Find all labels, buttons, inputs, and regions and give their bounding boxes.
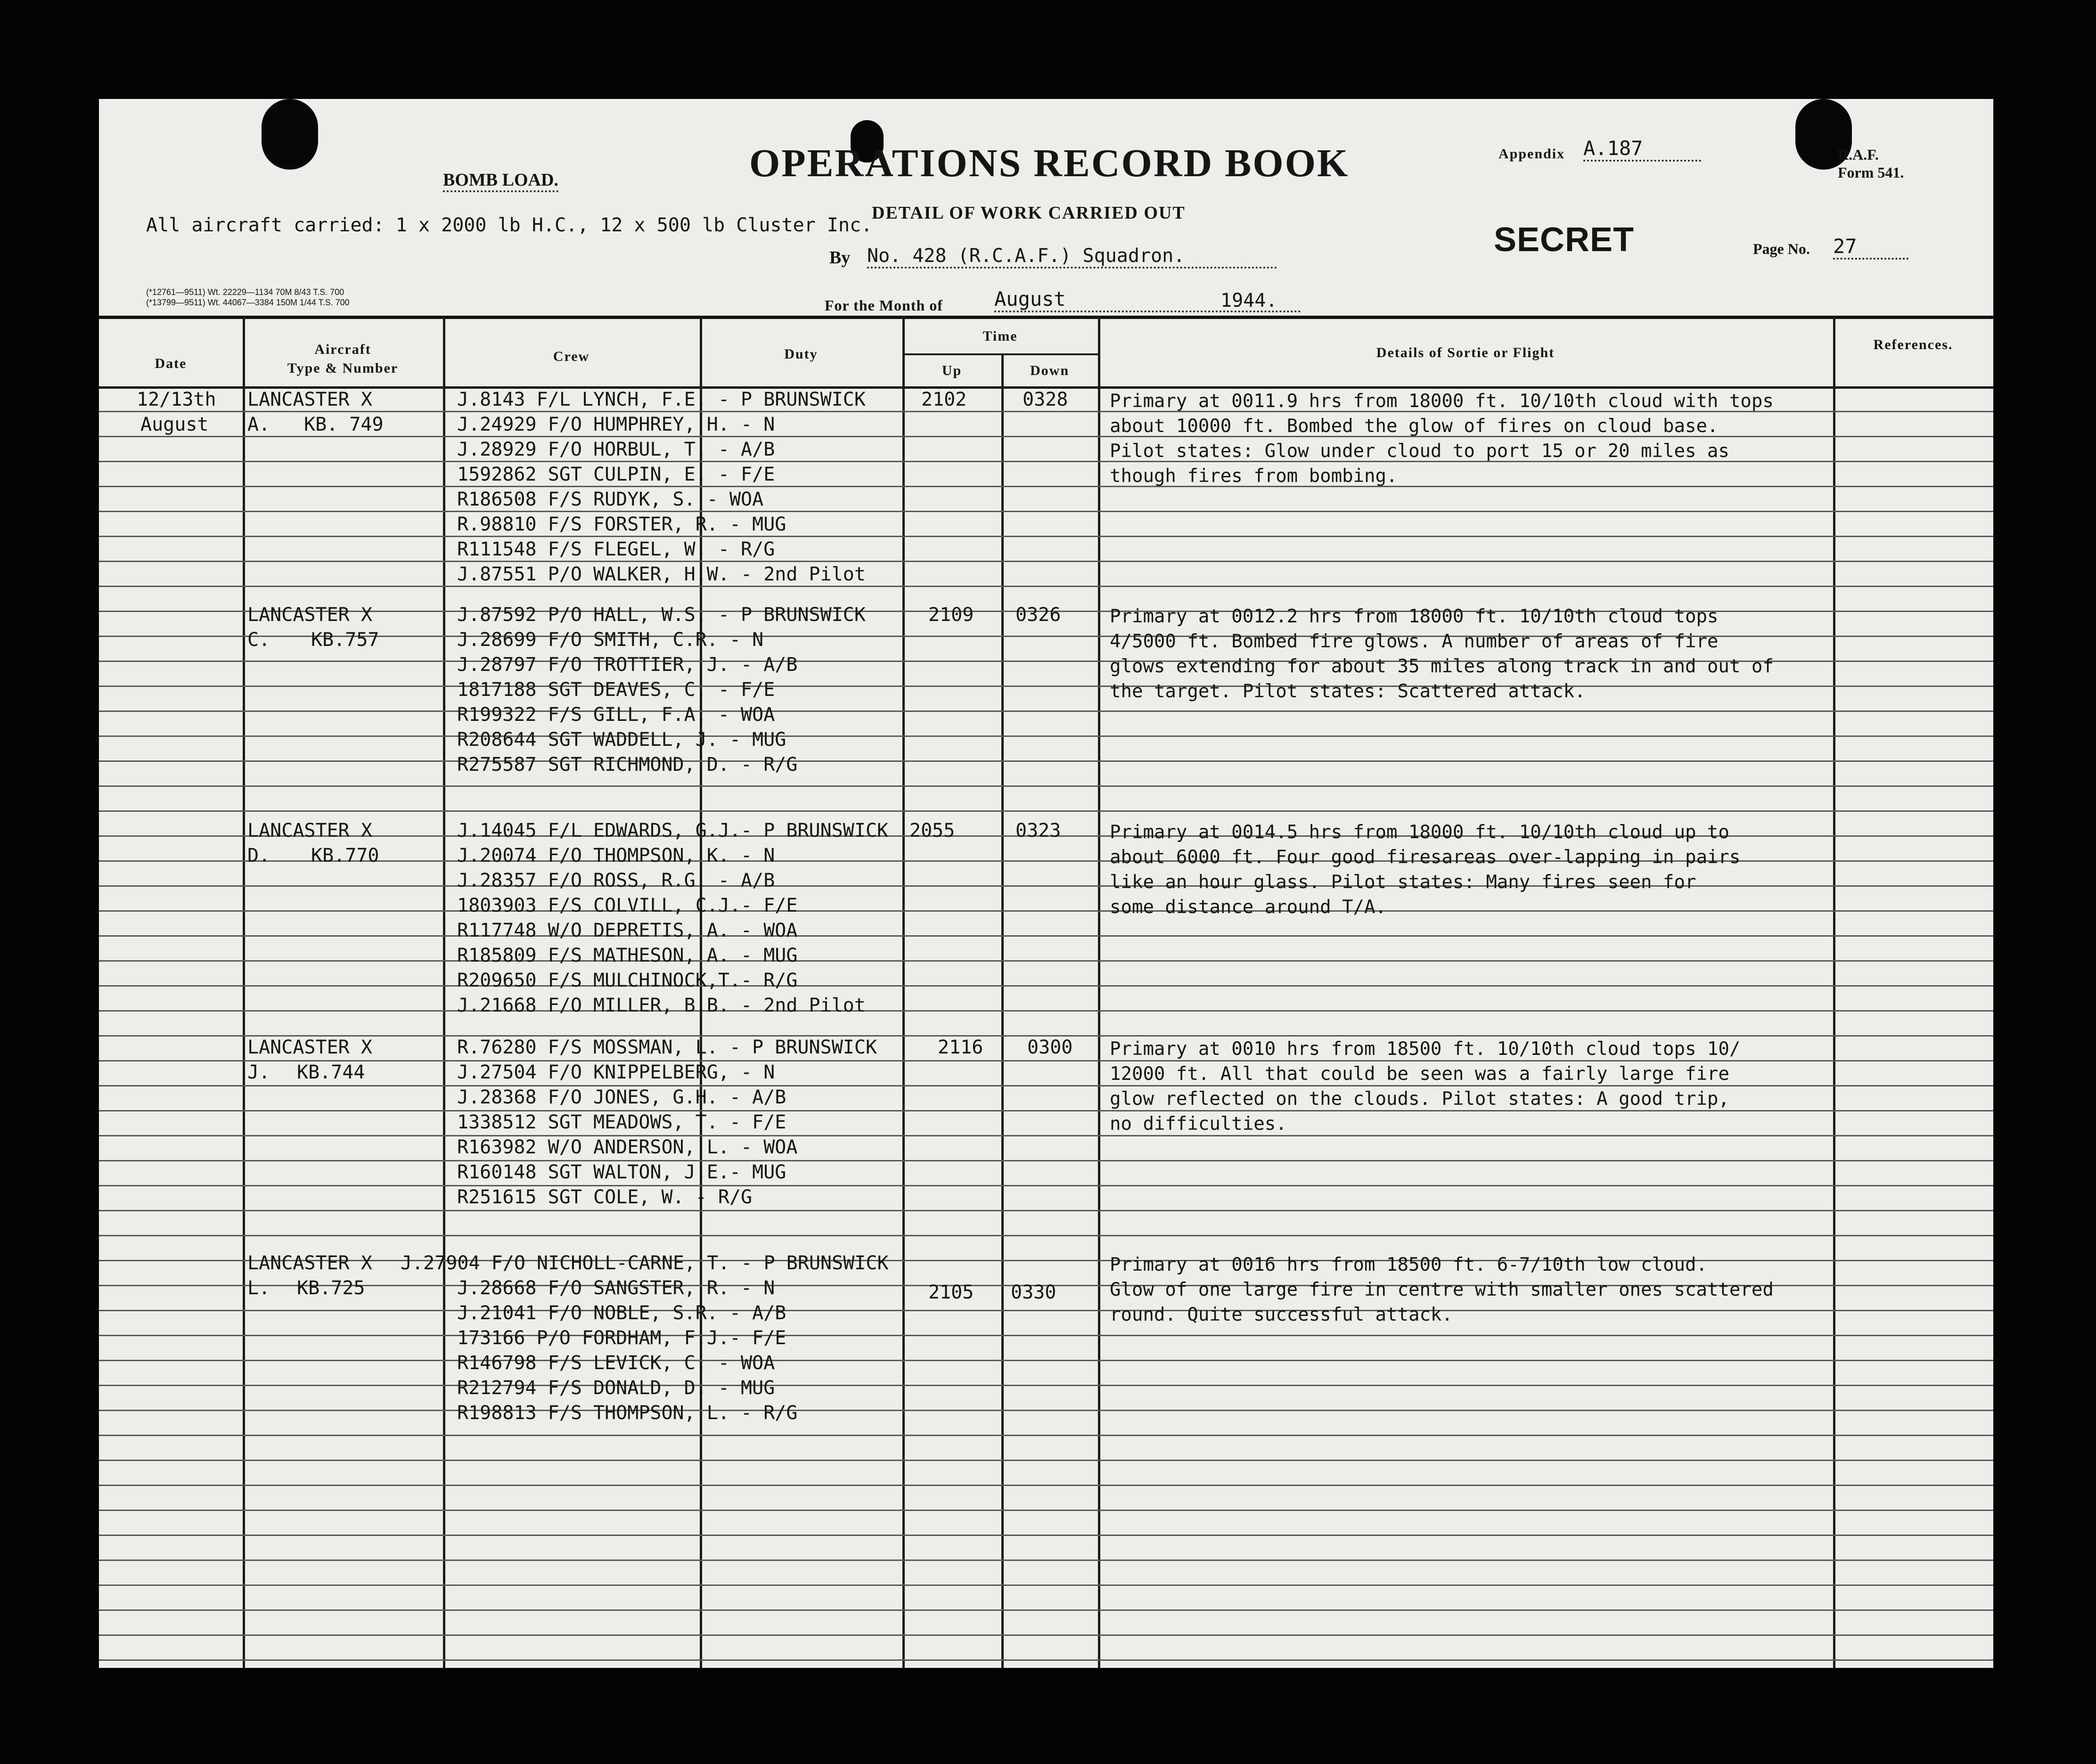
ruled-line	[99, 810, 1993, 812]
aircraft-type: LANCASTER X	[247, 604, 372, 626]
crew-line: 1817188 SGT DEAVES, C. - F/E	[457, 679, 775, 701]
details-line: Primary at 0016 hrs from 18500 ft. 6-7/10th low cloud.	[1110, 1254, 1707, 1275]
ruled-line	[99, 536, 1993, 537]
crew-line: R209650 F/S MULCHINOCK,T.- R/G	[457, 970, 798, 991]
crew-line: R186508 F/S RUDYK, S. - WOA	[457, 489, 764, 510]
crew-line: R117748 W/O DEPRETIS, A. - WOA	[457, 920, 798, 941]
details-line: Primary at 0012.2 hrs from 18000 ft. 10/10th cloud tops	[1110, 606, 1719, 627]
bomb-load-label: BOMB LOAD.	[443, 170, 558, 192]
crew-line: R275587 SGT RICHMOND, D. - R/G	[457, 754, 798, 776]
time-up: 2102	[921, 389, 967, 410]
ruled-line	[99, 960, 1993, 962]
crew-line: J.28368 F/O JONES, G.H. - A/B	[457, 1086, 786, 1108]
details-line: 4/5000 ft. Bombed fire glows. A number of areas of fire	[1110, 631, 1719, 652]
details-line: Pilot states: Glow under cloud to port 15 or 20 miles as	[1110, 441, 1729, 462]
crew-line: 1803903 F/S COLVILL, C.J.- F/E	[457, 895, 798, 916]
crew-line: R.76280 F/S MOSSMAN, L. - P BRUNSWICK	[457, 1037, 877, 1058]
details-line: 12000 ft. All that could be seen was a fairly large fire	[1110, 1063, 1729, 1085]
col-divider-details	[1833, 316, 1835, 1668]
ruled-line	[99, 1560, 1993, 1561]
ruled-line	[99, 1609, 1993, 1611]
crew-line: J.8143 F/L LYNCH, F.E. - P BRUNSWICK	[457, 389, 866, 410]
aircraft-letter: A.	[247, 414, 270, 435]
time-down: 0300	[1027, 1037, 1073, 1058]
aircraft-type: LANCASTER X	[247, 389, 372, 410]
ruled-line	[99, 1460, 1993, 1461]
appendix-value: A.187	[1583, 137, 1701, 162]
col-divider-date	[243, 316, 245, 1668]
col-divider-aircraft	[443, 316, 445, 1668]
ruled-line	[99, 1510, 1993, 1511]
ruled-line	[99, 785, 1993, 787]
crew-line: J.14045 F/L EDWARDS, G.J.- P BRUNSWICK	[457, 820, 889, 841]
crew-line: J.87551 P/O WALKER, H.W. - 2nd Pilot	[457, 564, 866, 585]
col-header-crew: Crew	[553, 349, 590, 364]
col-divider-duty	[902, 316, 905, 1668]
form-line-1: R.A.F.	[1838, 146, 1879, 163]
ruled-line	[99, 710, 1993, 712]
crew-line: J.24929 F/O HUMPHREY, H. - N	[457, 414, 775, 435]
col-header-time: Time	[982, 328, 1018, 344]
col-header-aircraft-sub: Type & Number	[287, 360, 399, 376]
details-line: about 6000 ft. Four good firesareas over-lapping in pairs	[1110, 847, 1741, 868]
crew-line: R.98810 F/S FORSTER, R. - MUG	[457, 514, 786, 535]
aircraft-number: KB.757	[311, 629, 379, 651]
crew-line: J.27504 F/O KNIPPELBERG, - N	[457, 1062, 775, 1083]
time-up: 2105	[928, 1282, 974, 1303]
time-subrule	[902, 353, 1098, 355]
time-down: 0328	[1023, 389, 1068, 410]
crew-line: R163982 W/O ANDERSON, L. - WOA	[457, 1136, 798, 1158]
details-line: glows extending for about 35 miles along track in and out of	[1110, 656, 1774, 677]
page-title: OPERATIONS RECORD BOOK	[749, 141, 1350, 185]
ruled-line	[99, 511, 1993, 512]
details-line: Primary at 0011.9 hrs from 18000 ft. 10/10th cloud with tops	[1110, 391, 1774, 412]
crew-line: R146798 F/S LEVICK, C. - WOA	[457, 1352, 775, 1374]
col-header-date: Date	[155, 356, 187, 371]
ruled-line	[99, 1185, 1993, 1186]
print-code-1: (*12761—9511) Wt. 22229—1134 70M 8/43 T.S. 700	[146, 287, 344, 297]
details-line: glow reflected on the clouds. Pilot states: A good trip,	[1110, 1088, 1729, 1110]
ruled-line	[99, 1485, 1993, 1486]
time-down: 0323	[1015, 820, 1061, 841]
details-line: Primary at 0014.5 hrs from 18000 ft. 10/10th cloud up to	[1110, 822, 1729, 843]
crew-line: J.28357 F/O ROSS, R.G. - A/B	[457, 870, 775, 891]
punch-hole-left	[262, 99, 318, 170]
aircraft-number: KB.744	[297, 1062, 365, 1083]
aircraft-number: KB. 749	[304, 414, 384, 435]
details-line: Glow of one large fire in centre with smaller ones scattered	[1110, 1279, 1774, 1300]
crew-line: 1338512 SGT MEADOWS, T. - F/E	[457, 1111, 786, 1133]
page-number-value: 27	[1833, 235, 1908, 260]
ruled-line	[99, 1235, 1993, 1236]
ruled-line	[99, 486, 1993, 487]
bomb-load-text: All aircraft carried: 1 x 2000 lb H.C., 12 x 500 lb Cluster Inc.	[146, 214, 873, 236]
details-line: about 10000 ft. Bombed the glow of fires on cloud base.	[1110, 416, 1719, 437]
ruled-line	[99, 1010, 1993, 1012]
table-top-rule	[99, 316, 1993, 319]
crew-line: 1592862 SGT CULPIN, E. - F/E	[457, 464, 775, 485]
ruled-line	[99, 1535, 1993, 1536]
ruled-line	[99, 985, 1993, 987]
time-up: 2116	[938, 1037, 983, 1058]
time-up: 2109	[928, 604, 974, 626]
details-line: no difficulties.	[1110, 1113, 1287, 1135]
ruled-line	[99, 1410, 1993, 1411]
crew-line: R111548 F/S FLEGEL, W. - R/G	[457, 539, 775, 560]
details-line: the target. Pilot states: Scattered attack.	[1110, 681, 1586, 702]
ruled-line	[99, 1135, 1993, 1136]
ruled-line	[99, 885, 1993, 887]
ruled-line	[99, 1310, 1993, 1311]
crew-line: R185809 F/S MATHESON, A. - MUG	[457, 945, 798, 966]
details-line: round. Quite successful attack.	[1110, 1304, 1453, 1325]
appendix-label: Appendix	[1498, 146, 1565, 162]
crew-line: J.28929 F/O HORBUL, T. - A/B	[457, 439, 775, 460]
crew-line: 173166 P/O FORDHAM, F.J.- F/E	[457, 1327, 786, 1349]
col-header-details: Details of Sortie or Flight	[1376, 345, 1555, 360]
crew-line: J.21668 F/O MILLER, B.B. - 2nd Pilot	[457, 995, 866, 1016]
print-code-2: (*13799—9511) Wt. 44067—3384 150M 1/44 T.S. 700	[146, 298, 350, 307]
aircraft-number: KB.725	[297, 1277, 365, 1299]
ruled-line	[99, 1385, 1993, 1386]
time-up: 2055	[909, 820, 955, 841]
aircraft-letter: J.	[247, 1062, 270, 1083]
col-header-down: Down	[1030, 363, 1069, 378]
record-sheet	[99, 99, 1993, 1668]
aircraft-type: LANCASTER X	[247, 1037, 372, 1058]
squadron-name: No. 428 (R.C.A.F.) Squadron.	[867, 245, 1277, 269]
col-header-up: Up	[942, 363, 962, 378]
ruled-line	[99, 686, 1993, 687]
crew-line: J.28699 F/O SMITH, C.R. - N	[457, 629, 764, 651]
ruled-line	[99, 735, 1993, 737]
ruled-line	[99, 1160, 1993, 1161]
ruled-line	[99, 760, 1993, 762]
ruled-line	[99, 1584, 1993, 1586]
crew-line: J.21041 F/O NOBLE, S.R. - A/B	[457, 1302, 786, 1324]
crew-line: R199322 F/S GILL, F.A. - WOA	[457, 704, 775, 726]
time-down: 0330	[1011, 1282, 1056, 1303]
date-line-1: 12/13th	[137, 389, 216, 410]
ruled-line	[99, 1634, 1993, 1636]
by-label: By	[829, 248, 851, 268]
crew-line: J.28668 F/O SANGSTER, R. - N	[457, 1277, 775, 1299]
ruled-line	[99, 910, 1993, 912]
crew-line: R198813 F/S THOMPSON, L. - R/G	[457, 1402, 798, 1424]
date-line-2: August	[140, 414, 209, 435]
details-line: some distance around T/A.	[1110, 897, 1386, 918]
aircraft-letter: C.	[247, 629, 270, 651]
ruled-line	[99, 1260, 1993, 1261]
year-value: 1944.	[1220, 290, 1277, 311]
ruled-line	[99, 935, 1993, 937]
crew-line: J.28797 F/O TROTTIER, J. - A/B	[457, 654, 798, 676]
crew-line: R160148 SGT WALTON, J.E.- MUG	[457, 1161, 786, 1183]
month-label: For the Month of	[825, 297, 943, 314]
details-line: like an hour glass. Pilot states: Many fires seen for	[1110, 872, 1696, 893]
time-down: 0326	[1015, 604, 1061, 626]
month-value: August	[994, 287, 1301, 312]
aircraft-number: KB.770	[311, 845, 379, 866]
col-header-duty: Duty	[784, 346, 818, 362]
crew-line: R212794 F/S DONALD, D. - MUG	[457, 1377, 775, 1399]
crew-line: J.20074 F/O THOMPSON, K. - N	[457, 845, 775, 866]
ruled-line	[99, 561, 1993, 562]
col-divider-time	[1098, 316, 1100, 1668]
aircraft-letter: D.	[247, 845, 270, 866]
details-line: though fires from bombing.	[1110, 466, 1398, 487]
page-number-label: Page No.	[1753, 240, 1810, 257]
ruled-line	[99, 1360, 1993, 1361]
aircraft-letter: L.	[247, 1277, 270, 1299]
ruled-line	[99, 1335, 1993, 1336]
form-line-2: Form 541.	[1838, 164, 1904, 181]
ruled-line	[99, 1435, 1993, 1436]
crew-line: R208644 SGT WADDELL, J. - MUG	[457, 729, 786, 751]
ruled-line	[99, 1659, 1993, 1661]
aircraft-type: LANCASTER X	[247, 820, 372, 841]
secret-stamp: SECRET	[1494, 221, 1635, 259]
crew-line: J.27904 F/O NICHOLL-CARNE, T. - P BRUNSWICK	[401, 1252, 889, 1274]
col-header-aircraft: Aircraft	[314, 342, 371, 357]
crew-line: J.87592 P/O HALL, W.S. - P BRUNSWICK	[457, 604, 866, 626]
crew-line: R251615 SGT COLE, W. - R/G	[457, 1186, 753, 1208]
col-header-references: References.	[1873, 337, 1953, 352]
ruled-line	[99, 586, 1993, 587]
page-subtitle: DETAIL OF WORK CARRIED OUT	[872, 203, 1186, 223]
ruled-line	[99, 1210, 1993, 1211]
aircraft-type: LANCASTER X	[247, 1252, 372, 1274]
details-line: Primary at 0010 hrs from 18500 ft. 10/10th cloud tops 10/	[1110, 1038, 1741, 1060]
